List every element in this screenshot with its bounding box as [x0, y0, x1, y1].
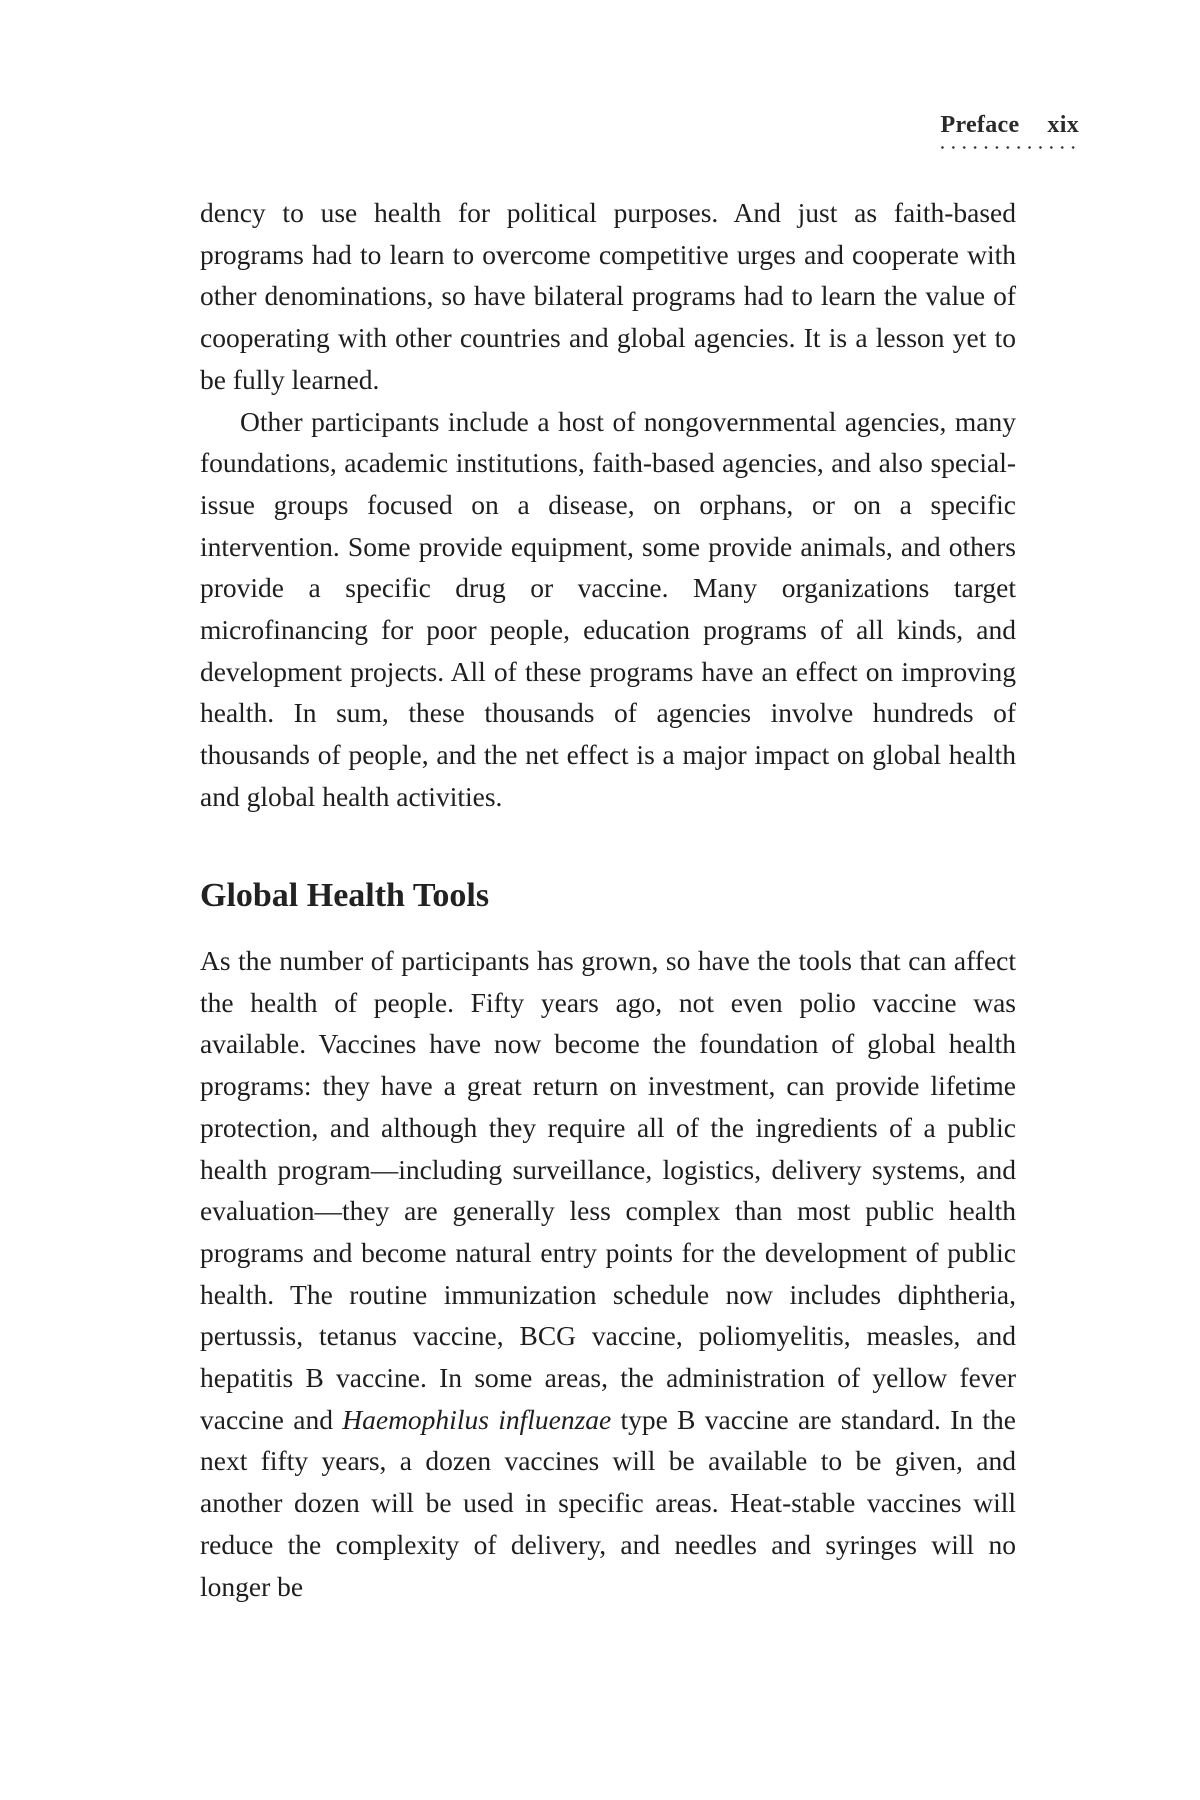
- paragraph-continuation: dency to use health for political purposes. And just as faith-based programs had to learn to overcome competitive urges and cooperate with other denominations, so have bilateral programs had to learn the value of cooperating with other countries and global agencies. It is a lesson yet to be fully learned.: [200, 197, 1016, 395]
- paragraph-text-part-1: As the number of participants has grown, so have the tools that can affect the health of people. Fifty years ago, not even polio vaccine was available. Vaccines have now become the foundation of global health programs: they have a great return on investment, can provide lifetime protection, and although they require all of the ingredients of a public health program—including surveillance, logistics, delivery systems, and evaluation—they are generally less complex than most public health programs and become natural entry points for the development of public health. The routine immunization schedule now includes diphtheria, pertussis, tetanus vaccine, BCG vaccine, poliomyelitis, measles, and hepatitis B vaccine. In some areas, the administration of yellow fever vaccine and: [200, 945, 1016, 1435]
- paragraph-global-health-tools: [200, 940, 1016, 1607]
- running-head: [940, 110, 1079, 140]
- paragraph-other-participants: Other participants include a host of nongovernmental agencies, many foundations, academic institutions, faith-based agencies, and also special-issue groups focused on a disease, on orphans, or on a specific intervention. Some provide equipment, some provide animals, and others provide a specific drug or vaccine. Many organizations target microfinancing for poor people, education programs of all kinds, and development projects. All of these programs have an effect on improving health. In sum, these thousands of agencies involve hundreds of thousands of people, and the net effect is a major impact on global health and global health activities.: [200, 405, 1016, 812]
- body-text-upper: [200, 192, 1016, 818]
- paragraph-text-part-2: type B vaccine are standard. In the next fifty years, a dozen vaccines will be available to be given, and another dozen will be used in specific areas. Heat-stable vaccines will reduce the complexity of delivery, and needles and syringes will no longer be: [200, 1403, 1016, 1602]
- section-heading: Global Health Tools: [200, 877, 490, 914]
- running-head-section: Preface: [940, 112, 1020, 138]
- dotted-rule: [937, 146, 1079, 149]
- page-number: xix: [1047, 112, 1079, 138]
- italic-organism-name: Haemophilus influenzae: [342, 1403, 612, 1435]
- body-text-lower: [200, 940, 1016, 1607]
